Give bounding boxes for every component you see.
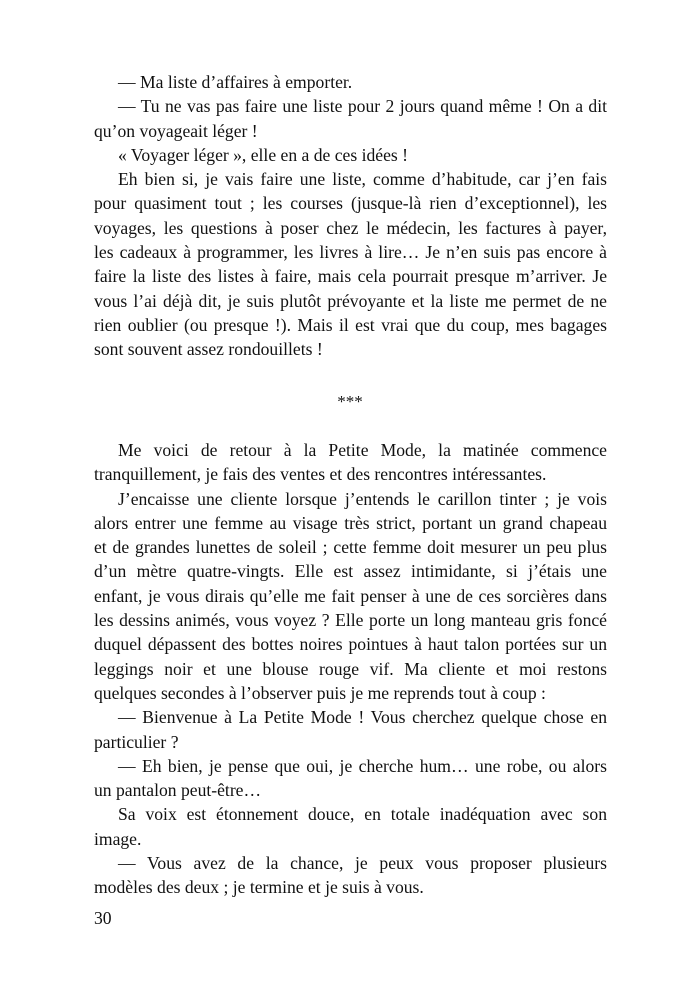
paragraph xyxy=(94,705,607,754)
text-line: tranquillement, je fais des ventes et des rencontres intéressantes. xyxy=(94,464,547,485)
paragraph xyxy=(94,851,607,900)
paragraph xyxy=(94,487,607,706)
paragraph xyxy=(94,94,607,143)
paragraph xyxy=(94,167,607,361)
text-line: rien oublier (ou presque !). Mais il est vrai que du coup, mes bagages xyxy=(94,314,607,335)
text-line: faire la liste des listes à faire, mais cela pourrait presque m’arriver. Je xyxy=(94,266,607,287)
text-line: — Ma liste d’affaires à emporter. xyxy=(118,72,353,92)
paragraph xyxy=(94,438,607,487)
paragraph xyxy=(94,70,607,94)
text-line: particulier ? xyxy=(94,731,179,752)
text-line: duquel dépassent des bottes noires pointues à haut talon portées sur un xyxy=(94,634,607,655)
text-line: quelques secondes à l’observer puis je me reprends tout à coup : xyxy=(94,682,546,703)
text-line: un pantalon peut-être… xyxy=(94,780,262,801)
text-line: leggings noir et une blouse rouge vif. Ma cliente et moi restons xyxy=(94,658,607,679)
text-line: image. xyxy=(94,828,142,849)
paragraph xyxy=(94,754,607,803)
text-line: qu’on voyageait léger ! xyxy=(94,120,258,141)
text-line: et de grandes lunettes de soleil ; cette femme doit mesurer un peu plus xyxy=(94,537,607,558)
text-line: pour quasiment tout ; les courses (jusque-là rien d’exceptionnel), les xyxy=(94,193,607,214)
text-line: Me voici de retour à la Petite Mode, la matinée commence xyxy=(118,440,607,460)
text-line: Eh bien si, je vais faire une liste, comme d’habitude, car j’en fais xyxy=(118,169,607,190)
section-separator: *** xyxy=(337,392,363,411)
page-number: 30 xyxy=(94,908,112,928)
text-line: les cadeaux à programmer, les livres à lire… Je n’en suis pas encore à xyxy=(94,242,607,263)
text-line: enfant, je vous dirais qu’elle me fait penser à une de ces sorcières dans xyxy=(94,585,607,606)
text-section-1 xyxy=(94,70,607,362)
text-line: — Eh bien, je pense que oui, je cherche hum… une robe, ou alors xyxy=(118,755,607,776)
text-line: voyages, les questions à poser chez le médecin, les factures à payer, xyxy=(94,217,607,238)
paragraph xyxy=(94,802,607,851)
text-line: alors entrer une femme au visage très strict, portant un grand chapeau xyxy=(94,512,607,533)
text-line: — Vous avez de la chance, je peux vous proposer plusieurs xyxy=(118,853,607,874)
text-line: modèles des deux ; je termine et je suis à vous. xyxy=(94,877,424,898)
text-line: vous l’ai déjà dit, je suis plutôt prévoyante et la liste me permet de ne xyxy=(94,290,607,311)
text-line: J’encaisse une cliente lorsque j’entends le carillon tinter ; je vois xyxy=(118,488,607,509)
text-line: sont souvent assez rondouillets ! xyxy=(94,339,323,360)
text-line: — Bienvenue à La Petite Mode ! Vous cherchez quelque chose en xyxy=(118,707,607,728)
text-line: les dessins animés, vous voyez ? Elle porte un long manteau gris foncé xyxy=(94,610,607,631)
text-line: d’un mètre quatre-vingts. Elle est assez intimidante, si j’étais une xyxy=(94,561,607,582)
text-line: « Voyager léger », elle en a de ces idées ! xyxy=(118,144,409,165)
text-section-2 xyxy=(94,438,607,900)
text-line: Sa voix est étonnement douce, en totale inadéquation avec son xyxy=(118,804,607,825)
text-line: — Tu ne vas pas faire une liste pour 2 jours quand même ! On a dit xyxy=(118,96,607,117)
paragraph xyxy=(94,143,607,167)
